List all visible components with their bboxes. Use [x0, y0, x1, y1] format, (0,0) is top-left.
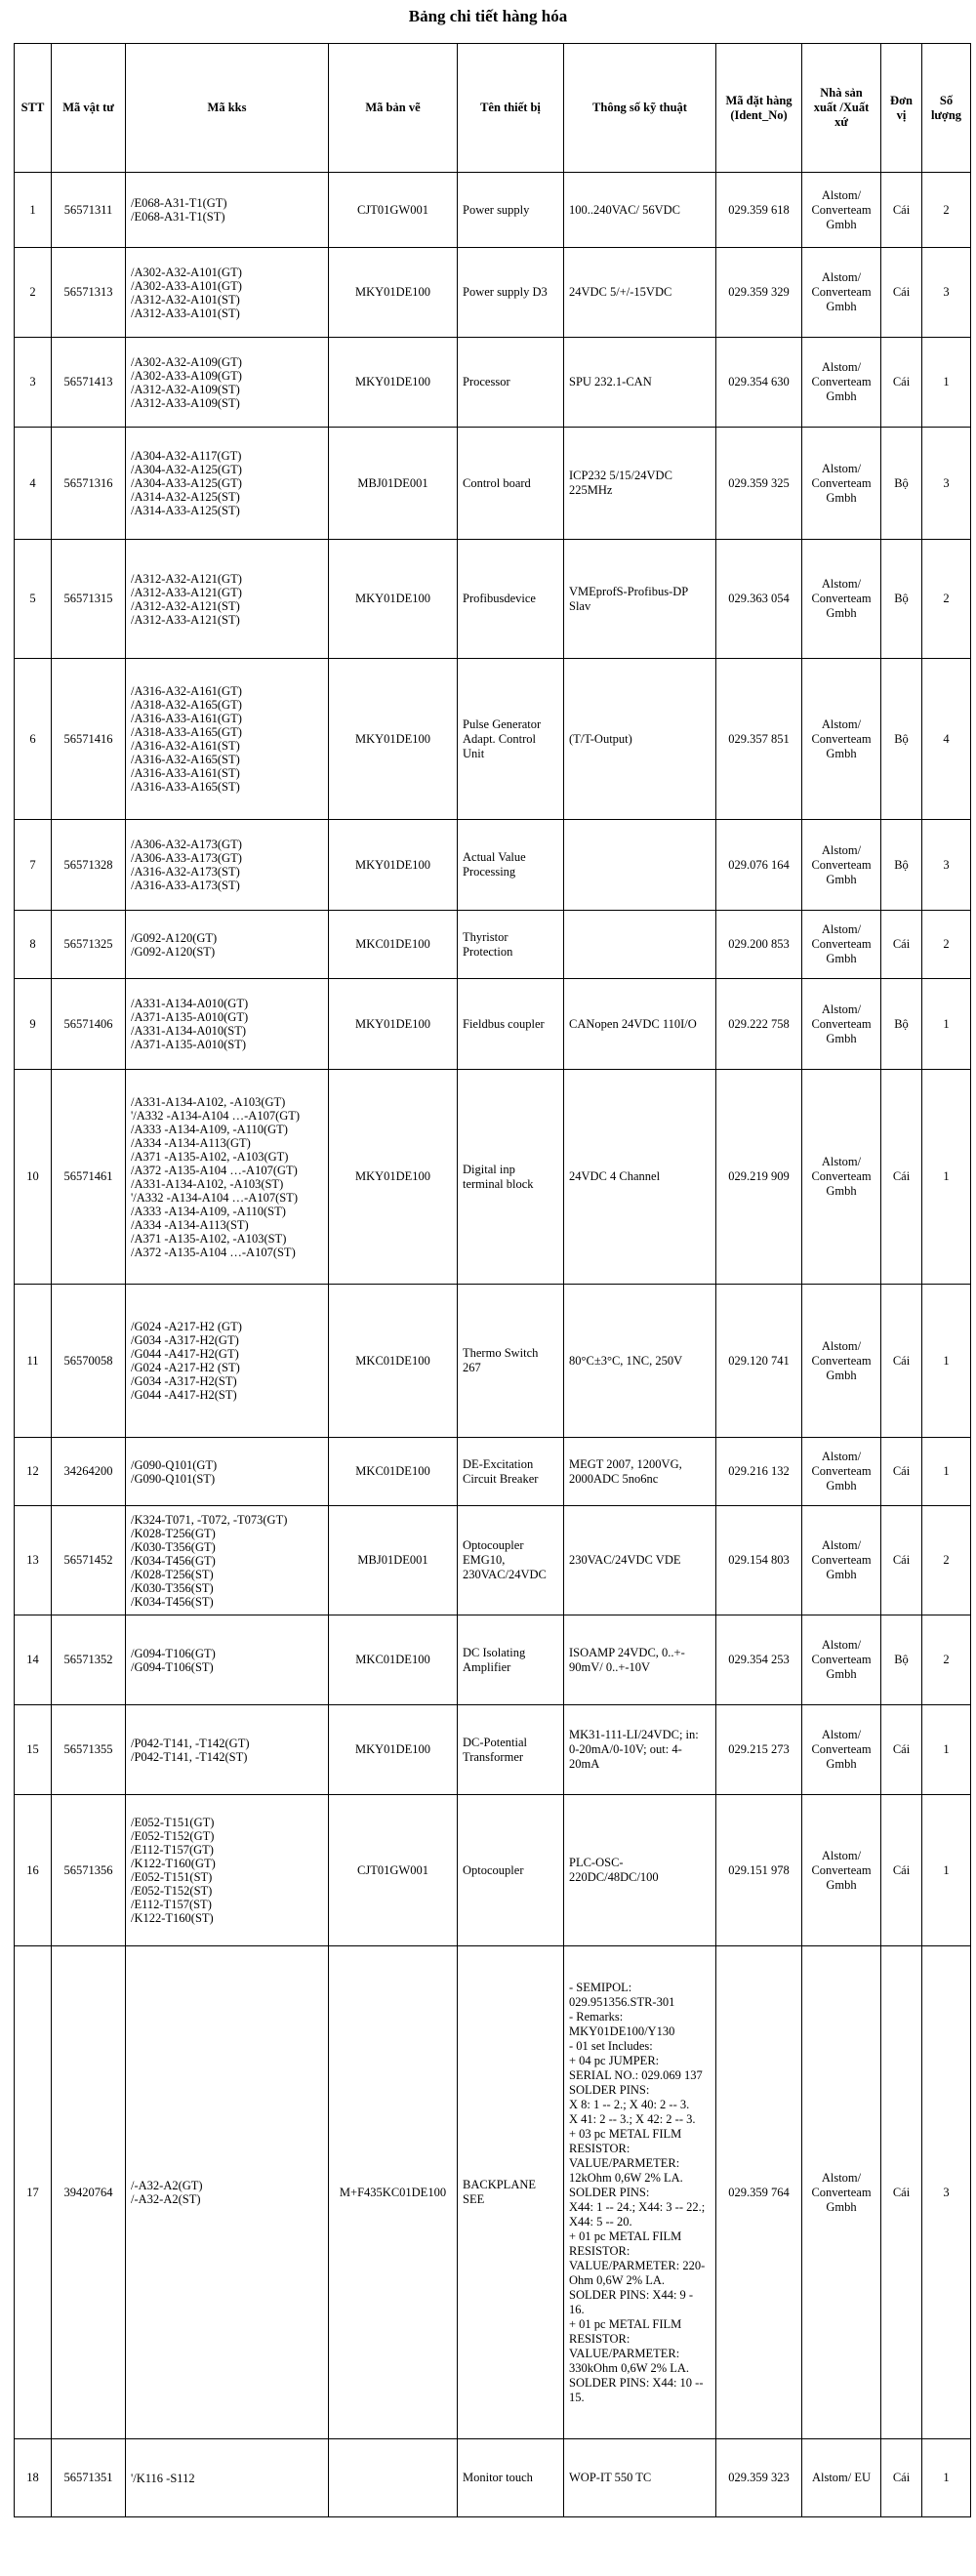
table-row	[15, 1438, 971, 1506]
cell-don-vi: Bộ	[881, 428, 922, 540]
cell-ma-kks: /E068-A31-T1(GT) /E068-A31-T1(ST)	[126, 173, 329, 248]
cell-ma-vat-tu: 56571413	[52, 338, 126, 428]
cell-ma-kks: '/K116 -S112	[126, 2439, 329, 2517]
cell-don-vi: Bộ	[881, 979, 922, 1070]
cell-ma-dat-hang: 029.222 758	[716, 979, 802, 1070]
cell-ma-vat-tu: 56571316	[52, 428, 126, 540]
cell-ma-vat-tu: 56570058	[52, 1285, 126, 1438]
goods-detail-table	[14, 43, 971, 2517]
cell-ma-dat-hang: 029.359 325	[716, 428, 802, 540]
cell-don-vi: Cái	[881, 1070, 922, 1285]
cell-stt: 1	[15, 173, 52, 248]
cell-ma-vat-tu: 56571328	[52, 820, 126, 911]
cell-don-vi: Cái	[881, 1438, 922, 1506]
cell-stt: 11	[15, 1285, 52, 1438]
cell-ma-ban-ve: MKY01DE100	[329, 1070, 458, 1285]
cell-ma-vat-tu: 56571452	[52, 1506, 126, 1615]
cell-stt: 17	[15, 1946, 52, 2439]
cell-ten-thiet-bi: Fieldbus coupler	[458, 979, 564, 1070]
cell-thong-so: 80°C±3°C, 1NC, 250V	[564, 1285, 716, 1438]
table-row	[15, 428, 971, 540]
cell-don-vi: Cái	[881, 173, 922, 248]
cell-ma-kks: /K324-T071, -T072, -T073(GT) /K028-T256(GT) /K030-T356(GT) /K034-T456(GT) /K028-T256(ST) /K030-T356(ST) /K034-T456(ST)	[126, 1506, 329, 1615]
cell-stt: 2	[15, 248, 52, 338]
cell-so-luong: 3	[922, 820, 971, 911]
cell-don-vi: Bộ	[881, 659, 922, 820]
cell-ma-ban-ve: MKY01DE100	[329, 820, 458, 911]
cell-don-vi: Bộ	[881, 1615, 922, 1705]
cell-ten-thiet-bi: Actual Value Processing	[458, 820, 564, 911]
cell-ma-dat-hang: 029.363 054	[716, 540, 802, 659]
cell-thong-so: 24VDC 5/+/-15VDC	[564, 248, 716, 338]
cell-don-vi: Cái	[881, 1705, 922, 1795]
cell-ma-vat-tu: 56571352	[52, 1615, 126, 1705]
cell-ten-thiet-bi: Thyristor Protection	[458, 911, 564, 979]
cell-ten-thiet-bi: Power supply	[458, 173, 564, 248]
cell-ma-dat-hang: 029.359 323	[716, 2439, 802, 2517]
cell-ma-ban-ve: CJT01GW001	[329, 173, 458, 248]
cell-so-luong: 3	[922, 248, 971, 338]
table-row	[15, 979, 971, 1070]
cell-ma-dat-hang: 029.359 329	[716, 248, 802, 338]
cell-ma-ban-ve: MKC01DE100	[329, 1615, 458, 1705]
cell-nha-san-xuat: Alstom/ Converteam Gmbh	[802, 1795, 881, 1946]
table-row	[15, 2439, 971, 2517]
cell-thong-so: SPU 232.1-CAN	[564, 338, 716, 428]
cell-stt: 8	[15, 911, 52, 979]
cell-ten-thiet-bi: Pulse Generator Adapt. Control Unit	[458, 659, 564, 820]
cell-stt: 18	[15, 2439, 52, 2517]
cell-ma-vat-tu: 39420764	[52, 1946, 126, 2439]
cell-nha-san-xuat: Alstom/ Converteam Gmbh	[802, 338, 881, 428]
cell-nha-san-xuat: Alstom/ Converteam Gmbh	[802, 540, 881, 659]
cell-stt: 14	[15, 1615, 52, 1705]
cell-ten-thiet-bi: DC Isolating Amplifier	[458, 1615, 564, 1705]
cell-nha-san-xuat: Alstom/ Converteam Gmbh	[802, 1285, 881, 1438]
cell-so-luong: 1	[922, 1705, 971, 1795]
cell-ma-kks: /A302-A32-A109(GT) /A302-A33-A109(GT) /A312-A32-A109(ST) /A312-A33-A109(ST)	[126, 338, 329, 428]
cell-so-luong: 3	[922, 1946, 971, 2439]
cell-ma-ban-ve: MBJ01DE001	[329, 1506, 458, 1615]
cell-ma-vat-tu: 56571356	[52, 1795, 126, 1946]
cell-ten-thiet-bi: Optocoupler	[458, 1795, 564, 1946]
cell-so-luong: 2	[922, 173, 971, 248]
table-row	[15, 1705, 971, 1795]
cell-stt: 3	[15, 338, 52, 428]
cell-ma-ban-ve: MBJ01DE001	[329, 428, 458, 540]
cell-ma-kks: /E052-T151(GT) /E052-T152(GT) /E112-T157(GT) /K122-T160(GT) /E052-T151(ST) /E052-T152(ST) /E112-T157(ST) /K122-T160(ST)	[126, 1795, 329, 1946]
cell-nha-san-xuat: Alstom/ Converteam Gmbh	[802, 1615, 881, 1705]
cell-nha-san-xuat: Alstom/ Converteam Gmbh	[802, 428, 881, 540]
cell-ma-ban-ve: MKY01DE100	[329, 1705, 458, 1795]
cell-so-luong: 4	[922, 659, 971, 820]
cell-ma-ban-ve: MKY01DE100	[329, 338, 458, 428]
cell-nha-san-xuat: Alstom/ Converteam Gmbh	[802, 979, 881, 1070]
cell-ma-vat-tu: 56571416	[52, 659, 126, 820]
cell-ma-dat-hang: 029.359 764	[716, 1946, 802, 2439]
cell-don-vi: Cái	[881, 248, 922, 338]
cell-don-vi: Cái	[881, 1506, 922, 1615]
cell-ma-vat-tu: 56571325	[52, 911, 126, 979]
cell-ma-ban-ve: MKC01DE100	[329, 1285, 458, 1438]
cell-ma-kks: /G024 -A217-H2 (GT) /G034 -A317-H2(GT) /G044 -A417-H2(GT) /G024 -A217-H2 (ST) /G034 -A317-H2(ST) /G044 -A417-H2(ST)	[126, 1285, 329, 1438]
cell-ma-dat-hang: 029.354 253	[716, 1615, 802, 1705]
cell-ten-thiet-bi: Processor	[458, 338, 564, 428]
cell-thong-so: ICP232 5/15/24VDC 225MHz	[564, 428, 716, 540]
cell-stt: 7	[15, 820, 52, 911]
cell-ma-kks: /A331-A134-A010(GT) /A371-A135-A010(GT) /A331-A134-A010(ST) /A371-A135-A010(ST)	[126, 979, 329, 1070]
header-ma-kks: Mã kks	[126, 44, 329, 173]
cell-so-luong: 2	[922, 1506, 971, 1615]
cell-stt: 12	[15, 1438, 52, 1506]
header-ma-ban-ve: Mã bản vẽ	[329, 44, 458, 173]
cell-so-luong: 2	[922, 911, 971, 979]
cell-ma-ban-ve: MKY01DE100	[329, 979, 458, 1070]
cell-ma-ban-ve: MKY01DE100	[329, 540, 458, 659]
cell-don-vi: Cái	[881, 1946, 922, 2439]
cell-ma-vat-tu: 56571351	[52, 2439, 126, 2517]
cell-ma-dat-hang: 029.120 741	[716, 1285, 802, 1438]
cell-ma-dat-hang: 029.359 618	[716, 173, 802, 248]
cell-so-luong: 1	[922, 1070, 971, 1285]
cell-so-luong: 1	[922, 1438, 971, 1506]
cell-ma-kks: /G090-Q101(GT) /G090-Q101(ST)	[126, 1438, 329, 1506]
cell-don-vi: Bộ	[881, 540, 922, 659]
cell-don-vi: Cái	[881, 911, 922, 979]
cell-ma-vat-tu: 56571315	[52, 540, 126, 659]
cell-thong-so: 230VAC/24VDC VDE	[564, 1506, 716, 1615]
cell-ma-kks: /G094-T106(GT) /G094-T106(ST)	[126, 1615, 329, 1705]
cell-nha-san-xuat: Alstom/ Converteam Gmbh	[802, 820, 881, 911]
cell-stt: 16	[15, 1795, 52, 1946]
cell-ten-thiet-bi: DE-Excitation Circuit Breaker	[458, 1438, 564, 1506]
cell-ten-thiet-bi: Profibusdevice	[458, 540, 564, 659]
document-title: Bảng chi tiết hàng hóa	[408, 7, 568, 25]
cell-ten-thiet-bi: DC-Potential Transformer	[458, 1705, 564, 1795]
cell-ma-kks: /A304-A32-A117(GT) /A304-A32-A125(GT) /A304-A33-A125(GT) /A314-A32-A125(ST) /A314-A33-A125(ST)	[126, 428, 329, 540]
table-row	[15, 540, 971, 659]
header-nha-san-xuat: Nhà sản xuất /Xuất xứ	[802, 44, 881, 173]
cell-ten-thiet-bi: Thermo Switch 267	[458, 1285, 564, 1438]
cell-so-luong: 1	[922, 1795, 971, 1946]
cell-stt: 10	[15, 1070, 52, 1285]
header-ma-dat-hang: Mã đặt hàng (Ident_No)	[716, 44, 802, 173]
cell-ma-dat-hang: 029.215 273	[716, 1705, 802, 1795]
cell-ma-vat-tu: 56571461	[52, 1070, 126, 1285]
cell-nha-san-xuat: Alstom/ Converteam Gmbh	[802, 173, 881, 248]
cell-ma-vat-tu: 56571313	[52, 248, 126, 338]
cell-don-vi: Cái	[881, 2439, 922, 2517]
table-row	[15, 248, 971, 338]
cell-thong-so	[564, 820, 716, 911]
cell-don-vi: Cái	[881, 1795, 922, 1946]
cell-thong-so: CANopen 24VDC 110I/O	[564, 979, 716, 1070]
cell-stt: 9	[15, 979, 52, 1070]
cell-thong-so: PLC-OSC- 220DC/48DC/100	[564, 1795, 716, 1946]
cell-ten-thiet-bi: Control board	[458, 428, 564, 540]
cell-ma-ban-ve: MKY01DE100	[329, 659, 458, 820]
header-thong-so: Thông số kỹ thuật	[564, 44, 716, 173]
table-row	[15, 338, 971, 428]
table-row	[15, 659, 971, 820]
cell-ma-kks: /G092-A120(GT) /G092-A120(ST)	[126, 911, 329, 979]
cell-so-luong: 1	[922, 2439, 971, 2517]
cell-ma-kks: /A306-A32-A173(GT) /A306-A33-A173(GT) /A316-A32-A173(ST) /A316-A33-A173(ST)	[126, 820, 329, 911]
cell-stt: 4	[15, 428, 52, 540]
cell-ma-vat-tu: 34264200	[52, 1438, 126, 1506]
table-row	[15, 1946, 971, 2439]
table-row	[15, 1506, 971, 1615]
cell-nha-san-xuat: Alstom/ Converteam Gmbh	[802, 1070, 881, 1285]
cell-ma-ban-ve: MKC01DE100	[329, 1438, 458, 1506]
cell-don-vi: Cái	[881, 338, 922, 428]
cell-ma-vat-tu: 56571406	[52, 979, 126, 1070]
header-ma-vat-tu: Mã vật tư	[52, 44, 126, 173]
cell-thong-so: MEGT 2007, 1200VG, 2000ADC 5no6nc	[564, 1438, 716, 1506]
header-stt: STT	[15, 44, 52, 173]
cell-ma-dat-hang: 029.219 909	[716, 1070, 802, 1285]
cell-stt: 5	[15, 540, 52, 659]
cell-so-luong: 2	[922, 1615, 971, 1705]
cell-ma-ban-ve	[329, 2439, 458, 2517]
table-row	[15, 911, 971, 979]
cell-so-luong: 1	[922, 338, 971, 428]
cell-so-luong: 3	[922, 428, 971, 540]
cell-ma-ban-ve: M+F435KC01DE100	[329, 1946, 458, 2439]
cell-ma-ban-ve: CJT01GW001	[329, 1795, 458, 1946]
cell-ma-kks: /A302-A32-A101(GT) /A302-A33-A101(GT) /A312-A32-A101(ST) /A312-A33-A101(ST)	[126, 248, 329, 338]
table-row	[15, 173, 971, 248]
cell-nha-san-xuat: Alstom/ Converteam Gmbh	[802, 248, 881, 338]
cell-nha-san-xuat: Alstom/ Converteam Gmbh	[802, 1438, 881, 1506]
table-row	[15, 1070, 971, 1285]
cell-ma-kks: /A331-A134-A102, -A103(GT) '/A332 -A134-A104 …-A107(GT) /A333 -A134-A109, -A110(GT) /A334 -A134-A113(GT) /A371 -A135-A102, -A103(GT) /A372 -A135-A104 …-A107(GT) /A331-A134-A102, -A103(ST) '/A332 -A134-A104 …-A107(ST) /A333 -A134-A109, -A110(ST) /A334 -A134-A113(ST) /A371 -A135-A102, -A103(ST) /A372 -A135-A104 …-A107(ST)	[126, 1070, 329, 1285]
cell-ma-dat-hang: 029.200 853	[716, 911, 802, 979]
cell-ma-dat-hang: 029.354 630	[716, 338, 802, 428]
cell-ma-ban-ve: MKY01DE100	[329, 248, 458, 338]
cell-don-vi: Bộ	[881, 820, 922, 911]
cell-so-luong: 1	[922, 1285, 971, 1438]
table-row	[15, 1285, 971, 1438]
cell-ma-dat-hang: 029.357 851	[716, 659, 802, 820]
table-row	[15, 1615, 971, 1705]
cell-ma-kks: /A312-A32-A121(GT) /A312-A33-A121(GT) /A312-A32-A121(ST) /A312-A33-A121(ST)	[126, 540, 329, 659]
table-row	[15, 820, 971, 911]
cell-ma-dat-hang: 029.154 803	[716, 1506, 802, 1615]
cell-nha-san-xuat: Alstom/ Converteam Gmbh	[802, 911, 881, 979]
cell-ma-dat-hang: 029.151 978	[716, 1795, 802, 1946]
cell-stt: 13	[15, 1506, 52, 1615]
cell-ten-thiet-bi: Optocoupler EMG10, 230VAC/24VDC	[458, 1506, 564, 1615]
header-so-luong: Số lượng	[922, 44, 971, 173]
cell-so-luong: 2	[922, 540, 971, 659]
cell-ma-vat-tu: 56571311	[52, 173, 126, 248]
cell-thong-so: MK31-111-LI/24VDC; in: 0-20mA/0-10V; out: 4-20mA	[564, 1705, 716, 1795]
cell-thong-so: VMEprofS-Profibus-DP Slav	[564, 540, 716, 659]
cell-stt: 6	[15, 659, 52, 820]
cell-ten-thiet-bi: Power supply D3	[458, 248, 564, 338]
cell-thong-so: WOP-IT 550 TC	[564, 2439, 716, 2517]
cell-nha-san-xuat: Alstom/ Converteam Gmbh	[802, 659, 881, 820]
header-ten-thiet-bi: Tên thiết bị	[458, 44, 564, 173]
cell-ma-dat-hang: 029.076 164	[716, 820, 802, 911]
cell-ma-dat-hang: 029.216 132	[716, 1438, 802, 1506]
cell-nha-san-xuat: Alstom/ Converteam Gmbh	[802, 1506, 881, 1615]
cell-thong-so: ISOAMP 24VDC, 0..+- 90mV/ 0..+-10V	[564, 1615, 716, 1705]
cell-ma-kks: /A316-A32-A161(GT) /A318-A32-A165(GT) /A316-A33-A161(GT) /A318-A33-A165(GT) /A316-A32-A161(ST) /A316-A32-A165(ST) /A316-A33-A161(ST) /A316-A33-A165(ST)	[126, 659, 329, 820]
cell-nha-san-xuat: Alstom/ Converteam Gmbh	[802, 1946, 881, 2439]
cell-nha-san-xuat: Alstom/ EU	[802, 2439, 881, 2517]
header-don-vi: Đơn vị	[881, 44, 922, 173]
cell-ten-thiet-bi: Digital inp terminal block	[458, 1070, 564, 1285]
table-header-row	[15, 44, 971, 173]
cell-ma-vat-tu: 56571355	[52, 1705, 126, 1795]
cell-thong-so	[564, 911, 716, 979]
cell-ten-thiet-bi: Monitor touch	[458, 2439, 564, 2517]
cell-ma-ban-ve: MKC01DE100	[329, 911, 458, 979]
cell-thong-so: (T/T-Output)	[564, 659, 716, 820]
cell-so-luong: 1	[922, 979, 971, 1070]
cell-stt: 15	[15, 1705, 52, 1795]
cell-thong-so: 24VDC 4 Channel	[564, 1070, 716, 1285]
cell-don-vi: Cái	[881, 1285, 922, 1438]
cell-thong-so: 100..240VAC/ 56VDC	[564, 173, 716, 248]
table-row	[15, 1795, 971, 1946]
cell-ma-kks: /-A32-A2(GT) /-A32-A2(ST)	[126, 1946, 329, 2439]
cell-thong-so: - SEMIPOL: 029.951356.STR-301 - Remarks: MKY01DE100/Y130 - 01 set Includes: + 04 pc JUMPER: SERIAL NO.: 029.069 137 SOLDER PINS: X 8: 1 -- 2.; X 40: 2 -- 3. X 41: 2 -- 3.; X 42: 2 -- 3. + 03 pc METAL FILM RESISTOR: VALUE/PARMETER: 12kOhm 0,6W 2% LA. SOLDER PINS: X44: 1 -- 24.; X44: 3 -- 22.; X44: 5 -- 20. + 01 pc METAL FILM RESISTOR: VALUE/PARMETER: 220-Ohm 0,6W 2% LA. SOLDER PINS: X44: 9 - 16. + 01 pc METAL FILM RESISTOR: VALUE/PARMETER: 330kOhm 0,6W 2% LA. SOLDER PINS: X44: 10 -- 15.	[564, 1946, 716, 2439]
cell-nha-san-xuat: Alstom/ Converteam Gmbh	[802, 1705, 881, 1795]
cell-ma-kks: /P042-T141, -T142(GT) /P042-T141, -T142(ST)	[126, 1705, 329, 1795]
cell-ten-thiet-bi: BACKPLANE SEE	[458, 1946, 564, 2439]
